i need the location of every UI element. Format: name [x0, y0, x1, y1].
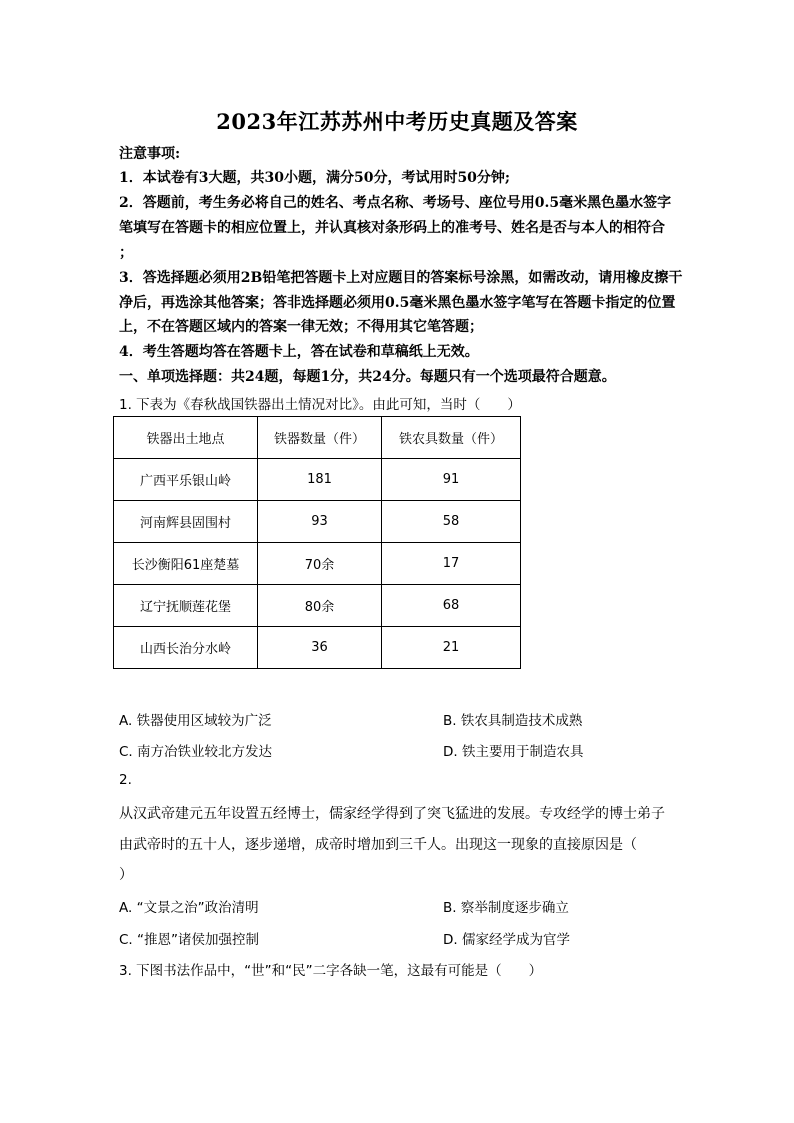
table-cell: 80余 — [258, 585, 382, 627]
table-cell: 17 — [382, 543, 521, 585]
question-2-stem-line: ） — [119, 867, 133, 883]
table-row — [114, 459, 521, 501]
question-2-option-c: C. “推恩”诸侯加强控制 — [119, 932, 259, 948]
question-1-option-a: A. 铁器使用区域较为广泛 — [119, 713, 272, 729]
notice-item: 笔填写在答题卡的相应位置上，并认真核对条形码上的准考号、姓名是否与本人的相符合 — [119, 220, 665, 236]
table-header-row — [114, 417, 521, 459]
table-row — [114, 543, 521, 585]
notice-item: 3．答选择题必须用2B铅笔把答题卡上对应题目的答案标号涂黑，如需改动，请用橡皮擦干 — [119, 270, 683, 286]
notice-item: ； — [119, 245, 133, 261]
table-cell: 21 — [382, 627, 521, 669]
table-row — [114, 585, 521, 627]
question-1-option-b: B. 铁农具制造技术成熟 — [443, 713, 583, 729]
table-cell: 68 — [382, 585, 521, 627]
question-2-stem-line: 从汉武帝建元五年设置五经博士，儒家经学得到了突飞猛进的发展。专攻经学的博士弟子 — [119, 806, 665, 822]
notice-heading: 注意事项: — [119, 146, 181, 162]
page-title: 2023年江苏苏州中考历史真题及答案 — [216, 109, 578, 134]
question-2-option-b: B. 察举制度逐步确立 — [443, 900, 569, 916]
table-cell: 河南辉县固围村 — [114, 501, 258, 543]
question-2-number: 2. — [119, 772, 132, 788]
table-cell: 广西平乐银山岭 — [114, 459, 258, 501]
table-header-cell: 铁器出土地点 — [114, 417, 258, 459]
question-3-stem: 3. 下图书法作品中，“世”和“民”二字各缺一笔，这最有可能是（ ） — [119, 963, 543, 979]
question-1-stem: 1. 下表为《春秋战国铁器出土情况对比》。由此可知，当时（ ） — [119, 397, 521, 413]
notice-item: 4．考生答题均答在答题卡上，答在试卷和草稿纸上无效。 — [119, 344, 479, 360]
section-heading: 一、单项选择题：共24题，每题1分，共24分。每题只有一个选项最符合题意。 — [119, 369, 616, 385]
table-row — [114, 501, 521, 543]
table-cell: 36 — [258, 627, 382, 669]
table-cell: 58 — [382, 501, 521, 543]
question-2-stem-line: 由武帝时的五十人，逐步递增，成帝时增加到三千人。出现这一现象的直接原因是（ — [119, 837, 637, 853]
table-cell: 93 — [258, 501, 382, 543]
question-2-option-a: A. “文景之治”政治清明 — [119, 900, 259, 916]
table-cell: 70余 — [258, 543, 382, 585]
table-cell: 181 — [258, 459, 382, 501]
question-1-option-d: D. 铁主要用于制造农具 — [443, 744, 584, 760]
table-header-cell: 铁器数量（件） — [258, 417, 382, 459]
notice-item: 1．本试卷有3大题，共30小题，满分50分，考试用时50分钟; — [119, 170, 511, 186]
table-cell: 辽宁抚顺莲花堡 — [114, 585, 258, 627]
notice-item: 净后，再选涂其他答案；答非选择题必须用0.5毫米黑色墨水签字笔写在答题卡指定的位置 — [119, 295, 676, 311]
iron-artifacts-table — [113, 416, 521, 669]
table-cell: 山西长治分水岭 — [114, 627, 258, 669]
question-2-option-d: D. 儒家经学成为官学 — [443, 932, 570, 948]
table-cell: 长沙衡阳61座楚墓 — [114, 543, 258, 585]
notice-item: 2．答题前，考生务必将自己的姓名、考点名称、考场号、座位号用0.5毫米黑色墨水签字 — [119, 195, 672, 211]
table-row — [114, 627, 521, 669]
question-1-option-c: C. 南方冶铁业较北方发达 — [119, 744, 273, 760]
table-cell: 91 — [382, 459, 521, 501]
notice-item: 上，不在答题区域内的答案一律无效；不得用其它笔答题； — [119, 319, 483, 335]
table-header-cell: 铁农具数量（件） — [382, 417, 521, 459]
